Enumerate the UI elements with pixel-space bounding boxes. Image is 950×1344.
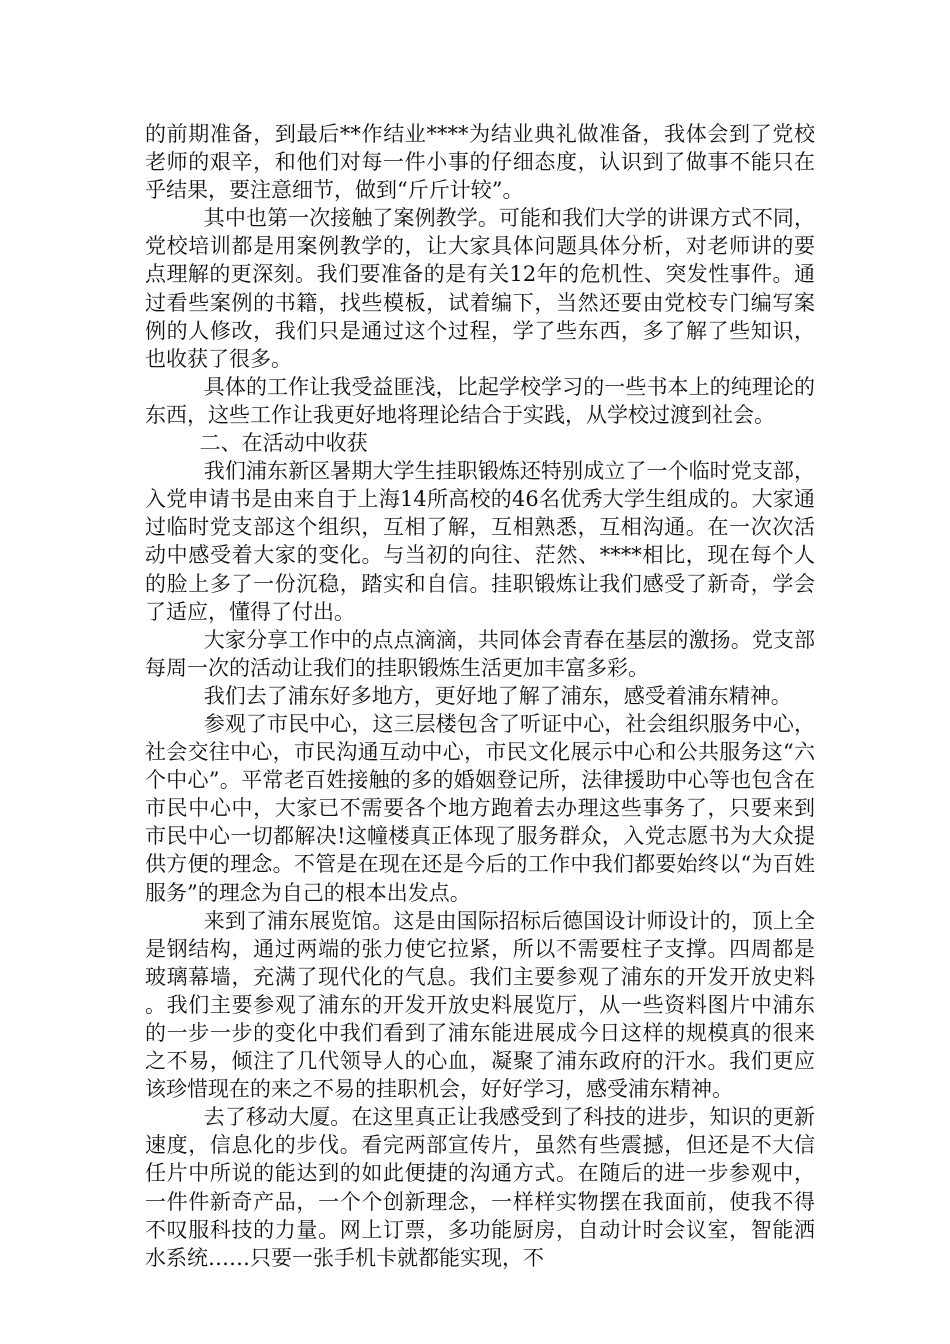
paragraph-2: 其中也第一次接触了案例教学。可能和我们大学的讲课方式不同，党校培训都是用案例教学的，让大家具体问题具体分析，对老师讲的要点理解的更深刻。我们要准备的是有关12年的危机性、突发性事件。通过看些案例的书籍，找些模板，试着编下，当然还要由党校专门编写案例的人修改，我们只是通过这个过程，学了些东西，多了解了些知识，也收获了很多。 [145, 206, 815, 371]
paragraph-6: 大家分享工作中的点点滴滴，共同体会青春在基层的激扬。党支部每周一次的活动让我们的挂职锻炼生活更加丰富多彩。 [145, 627, 815, 680]
section-heading: 二、在活动中收获 [199, 431, 368, 456]
paragraph-7: 我们去了浦东好多地方，更好地了解了浦东，感受着浦东精神。 [203, 683, 792, 708]
paragraph-8: 参观了市民中心，这三层楼包含了听证中心，社会组织服务中心，社会交往中心，市民沟通互动中心，市民文化展示中心和公共服务这“六个中心”。平常老百姓接触的多的婚姻登记所，法律援助中心等也包含在市民中心中，大家已不需要各个地方跑着去办理这些事务了，只要来到市民中心一切都解决!这幢楼真正体现了服务群众，入党志愿书为大众提供方便的理念。不管是在现在还是今后的工作中我们都要始终以“为百姓服务”的理念为自己的根本出发点。 [145, 711, 815, 905]
paragraph-5: 我们浦东新区暑期大学生挂职锻炼还特别成立了一个临时党支部，入党申请书是由来自于上海14所高校的46名优秀大学生组成的。大家通过临时党支部这个组织，互相了解，互相熟悉，互相沟通。在一次次活动中感受着大家的变化。与当初的向往、茫然、****相比，现在每个人的脸上多了一份沉稳，踏实和自信。挂职锻炼让我们感受了新奇，学会了适应，懂得了付出。 [145, 459, 815, 624]
document-body [145, 120, 815, 1272]
paragraph-10: 去了移动大厦。在这里真正让我感受到了科技的进步，知识的更新速度，信息化的步伐。看完两部宣传片，虽然有些震撼，但还是不大信任片中所说的能达到的如此便捷的沟通方式。在随后的进一步参观中，一件件新奇产品，一个个创新理念，一样样实物摆在我面前，使我不得不叹服科技的力量。网上订票，多功能厨房，自动计时会议室，智能洒水系统……只要一张手机卡就都能实现，不 [145, 1105, 815, 1270]
paragraph-9: 来到了浦东展览馆。这是由国际招标后德国设计师设计的，顶上全是钢结构，通过两端的张力使它拉紧，所以不需要柱子支撑。四周都是玻璃幕墙，充满了现代化的气息。我们主要参观了浦东的开发开放史料。我们主要参观了浦东的开发开放史料展览厅，从一些资料图片中浦东的一步一步的变化中我们看到了浦东能进展成今日这样的规模真的很来之不易，倾注了几代领导人的心血，凝聚了浦东政府的汗水。我们更应该珍惜现在的来之不易的挂职机会，好好学习，感受浦东精神。 [145, 908, 815, 1102]
paragraph-1: 的前期准备，到最后**作结业****为结业典礼做准备，我体会到了党校老师的艰辛，和他们对每一件小事的仔细态度，认识到了做事不能只在乎结果，要注意细节，做到“斤斤计较”。 [145, 122, 815, 203]
paragraph-3: 具体的工作让我受益匪浅，比起学校学习的一些书本上的纯理论的东西，这些工作让我更好地将理论结合于实践，从学校过渡到社会。 [145, 374, 815, 427]
